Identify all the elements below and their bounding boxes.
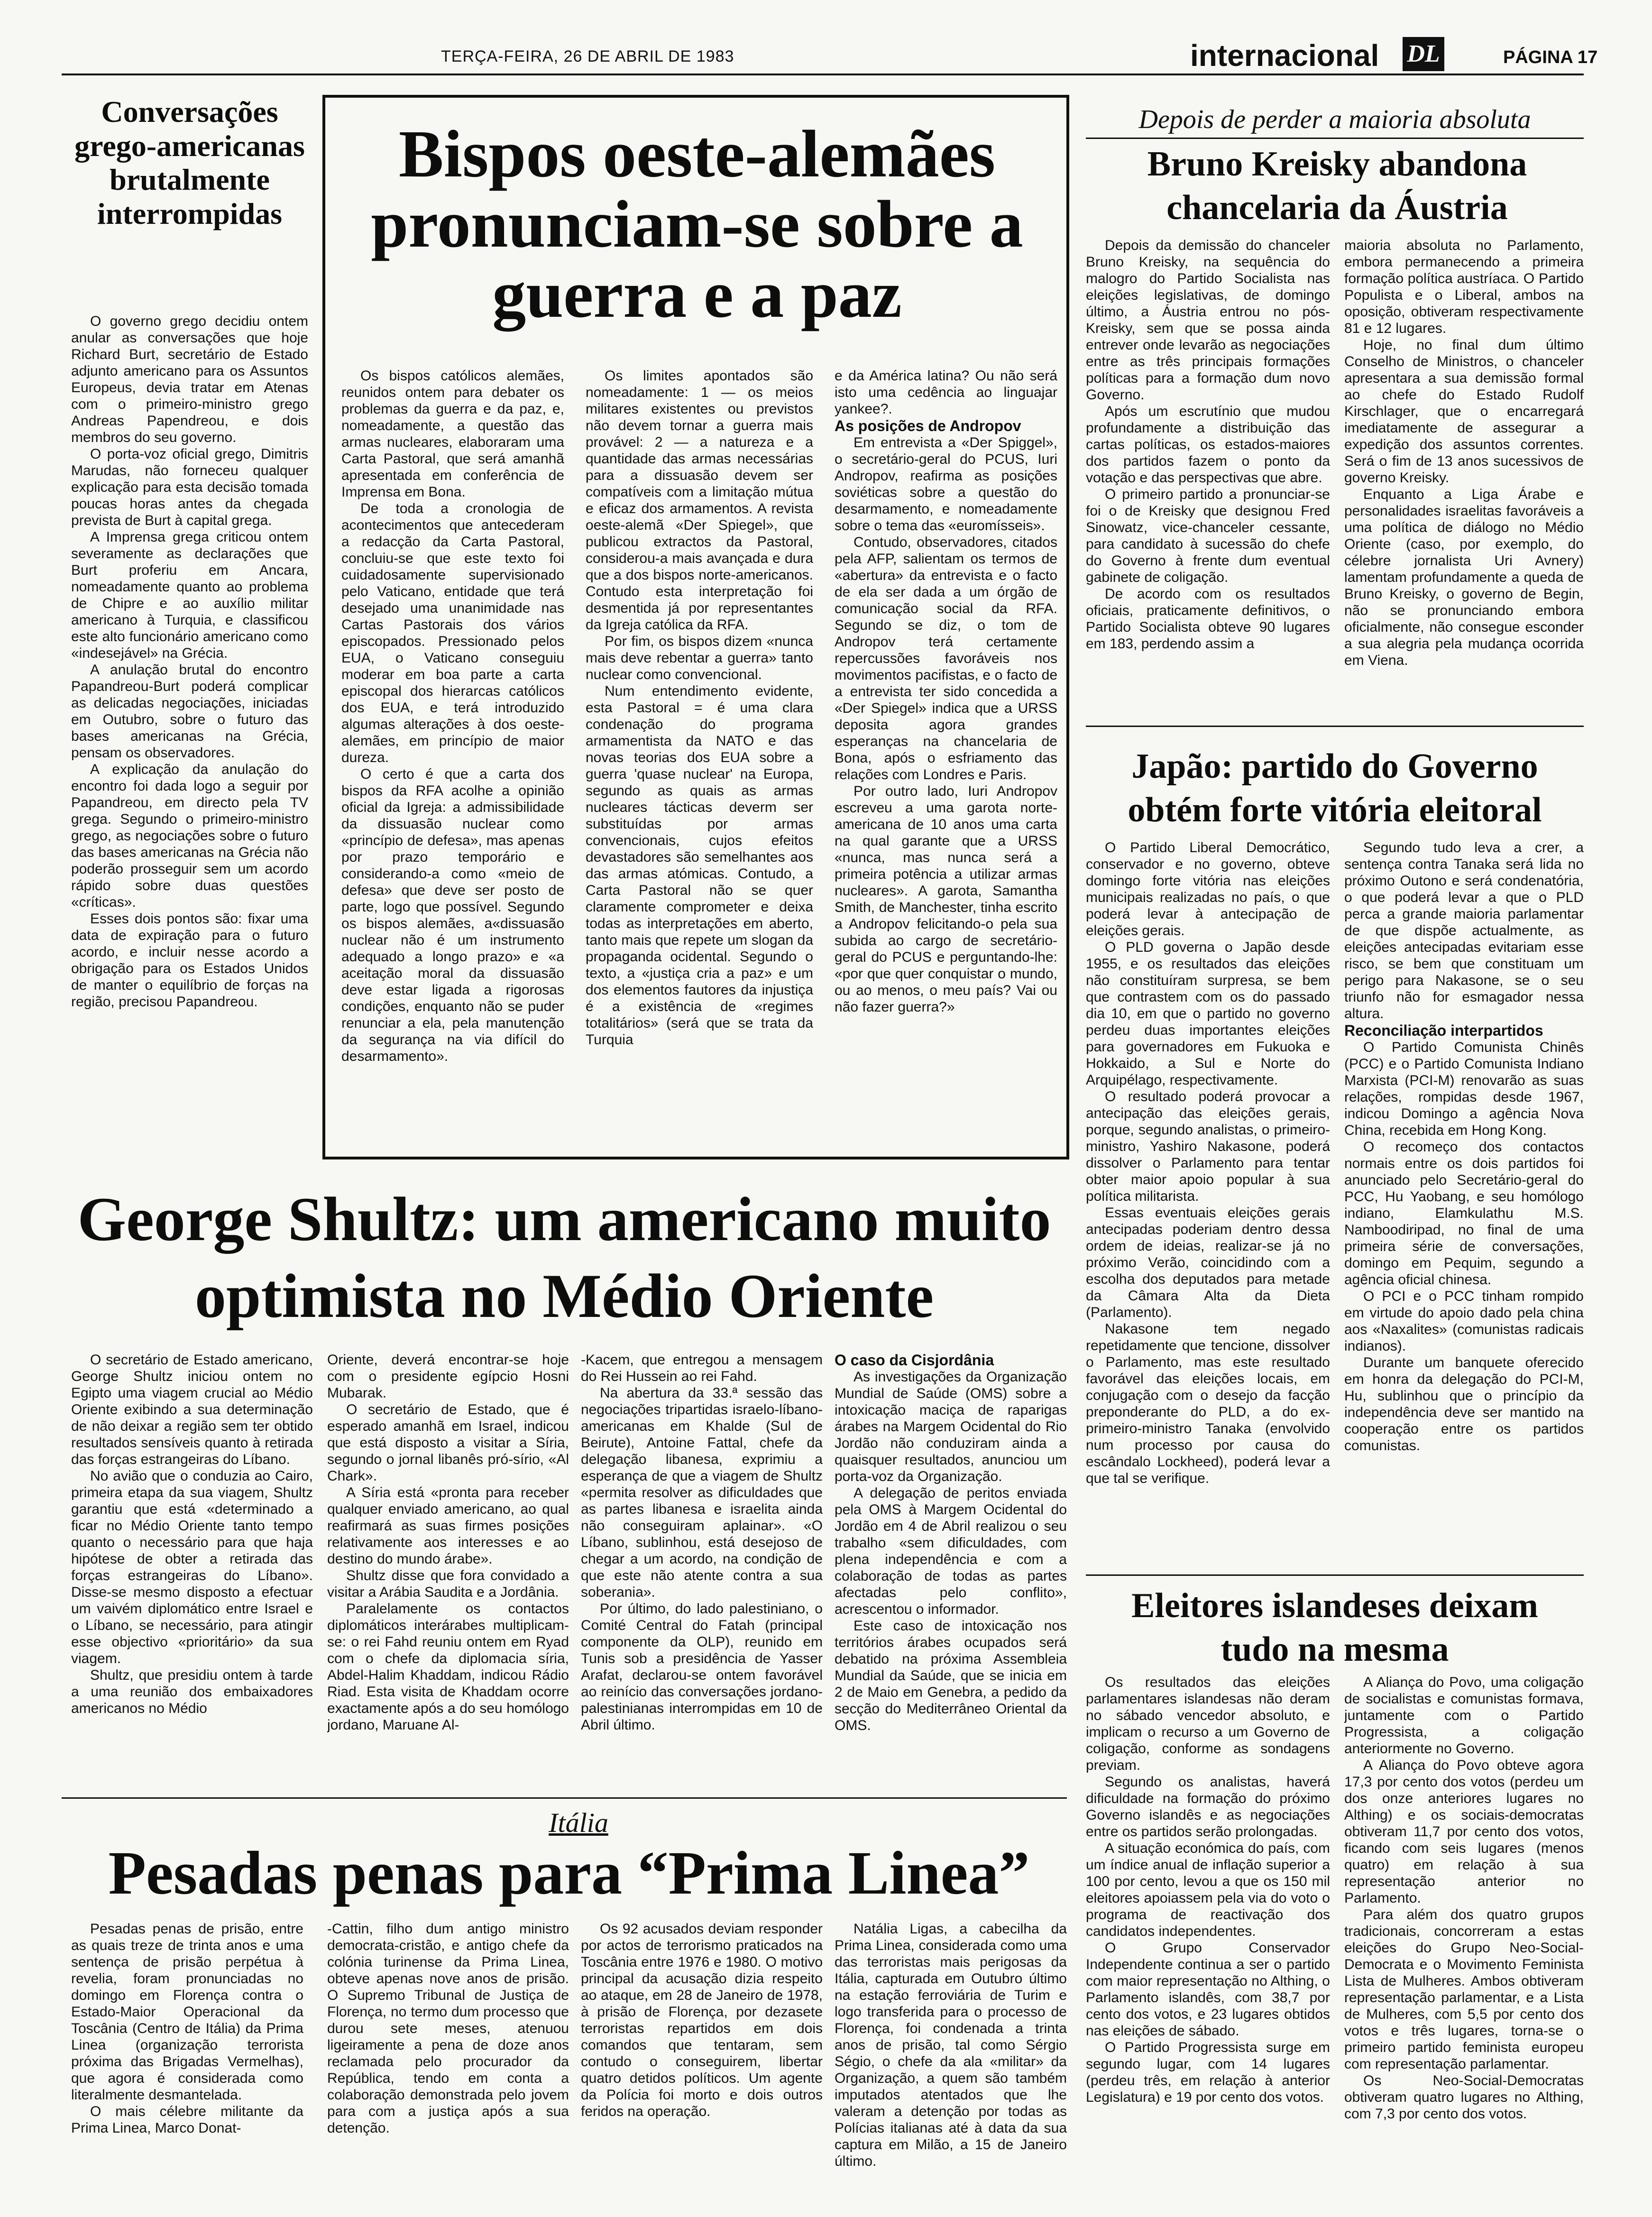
paragraph: Por outro lado, Iuri Andropov escreveu a uma garota norte-americana de 10 anos uma carta na qual garante que a URSS «nunca, mas nunca será a primeira potência a utilizar armas nucleares». A garota, Samantha Smith, de Manchester, tinha escrito a Andropov felicitando-o pela sua subida ao cargo de secretário-geral do PCUS e perguntando-lhe: «por que quer conquistar o mundo, ou ao menos, o meu país? Vai ou não fazer guerra?» [835,783,1057,1015]
paragraph: O mais célebre militante da Prima Linea, Marco Donat- [71,2104,303,2136]
paragraph: Esses dois pontos são: fixar uma data de expiração para o futuro acordo, e incluir nesse acordo a obrigação para os Estados Unidos de manter o equilíbrio de forças na região, precisou Papandreou. [71,911,308,1010]
paragraph: O Grupo Conservador Independente continua a ser o partido com maior representação no Althing, o Parlamento islandês, com 38,7 por cento dos votos, e 23 lugares obtidos nas eleições de sábado. [1086,1940,1330,2039]
paragraph: Os bispos católicos alemães, reunidos ontem para debater os problemas da guerra e da paz, e, nomeadamente, a questão das armas nucleares, elaboraram uma Carta Pastoral, que será amanhã apresentada em conferência de Imprensa em Bona. [341,368,564,500]
paragraph: A Imprensa grega criticou ontem severamente as declarações que Burt proferiu em Ancara, nomeadamente quanto ao problema de Chipre e ao auxílio militar americano à Turquia, e classificou este alto funcionário americano como «indesejável» na Grécia. [71,529,308,661]
paragraph: O certo é que a carta dos bispos da RFA acolhe a opinião oficial da Igreja: a admissibilidade da dissuasão nuclear como «princípio de defesa», mas apenas por prazo temporário e considerando-a como «meio de defesa» que deve ser posto de parte, logo que possível. Segundo os bispos alemães, a«dissuasão nuclear não é um instrumento adequado a longo prazo» e «a aceitação moral da dissuasão deve estar ligada a rigorosas condições, enquanto não se puder renunciar a ela, pela manutenção da segurança na via difícil do desarmamento». [341,766,564,1064]
bishops-col-3 [835,368,1057,1145]
subheading: As posições de Andropov [835,417,1021,434]
shultz-headline: George Shultz: um americano muito optimista no Médio Oriente [77,1184,1051,1331]
shultz-bottom-rule [62,1797,1067,1799]
paragraph: Oriente, deverá encontrar-se hoje com o presidente egípcio Hosni Mubarak. [327,1352,569,1401]
paragraph: As investigações da Organização Mundial de Saúde (OMS) sobre a intoxicação maciça de raparigas árabes na Margem Ocidental do Rio Jordão não conduziram ainda a quaisquer resultados, anunciou um porta-voz da Organização. [835,1369,1067,1484]
paragraph: A delegação de peritos enviada pela OMS à Margem Ocidental do Jordão em 4 de Abril realizou o seu trabalho «sem dificuldades, com plena independência e com a colaboração de todas as partes afectadas pelo conflito», acrescentou o informador. [835,1485,1067,1617]
iceland-headline: Eleitores islandeses deixam tudo na mesma [1131,1586,1538,1669]
greek-body [71,313,308,1176]
section-name: internacional [1190,38,1379,73]
paragraph: Pesadas penas de prisão, entre as quais treze de trinta anos e uma sentença de prisão perpétua à revelia, foram pronunciadas no domingo em Florença contra o Estado-Maior Operacional da Toscânia (Centro de Itália) da Prima Linea (organização terrorista próxima das Brigadas Vermelhas), que agora é considerada como literalmente desmantelada. [71,1921,303,2103]
japan-col-2 [1344,839,1584,1593]
bishops-headline: Bispos oeste-alemães pronunciam-se sobre a guerra e a paz [371,116,1023,331]
italy-kicker: Itália [549,1807,608,1838]
newspaper-logo-icon: DL [1403,37,1444,71]
paragraph: Os Neo-Social-Democratas obtiveram quatro lugares no Althing, com 7,3 por cento dos votos. [1344,2073,1584,2122]
paragraph: Na abertura da 33.ª sessão das negociações tripartidas israelo-líbano-americanas em Khalde (Sul de Beirute), Antoine Fattal, chefe da delegação libanesa, exprimiu a esperança de que a viagem de Shultz «permita resolver as dificuldades que as partes libanesa e israelita ainda não conseguiram aplainar». «O Líbano, sublinhou, está desejoso de chegar a um acordo, na condição de que este não atente contra a sua soberania». [581,1385,823,1600]
paragraph: Para além dos quatro grupos tradicionais, concorreram a estas eleições do Grupo Neo-Social-Democrata e o Movimento Feminista Lista de Mulheres. Ambos obtiveram representação parlamentar, e a Lista de Mulheres, com 5,5 por cento dos votos e três lugares, torna-se o primeiro partido feminista europeu com representação parlamentar. [1344,1907,1584,2072]
paragraph: Natália Ligas, a cabecilha da Prima Linea, considerada como uma das terroristas mais perigosas da Itália, capturada em Outubro último na estação ferroviária de Turim e logo transferida para o processo de Florença, foi condenada a trinta anos de prisão, tal como Sérgio Ségio, o chefe da ala «militar» da Organização, a quem são também imputados atentados que lhe valeram a detenção por todas as Polícias italianas até à data da sua captura em Milão, a 15 de Janeiro último. [835,1921,1067,2169]
paragraph: A anulação brutal do encontro Papandreou-Burt poderá complicar as delicadas negociações, iniciadas em Outubro, sobre o futuro das bases americanas na Grécia, pensam os observadores. [71,662,308,761]
japan-col-1 [1086,839,1330,1593]
paragraph: Shultz disse que fora convidado a visitar a Arábia Saudita e a Jordânia. [327,1568,569,1600]
bishops-col-1 [341,368,564,1145]
shultz-col-3 [581,1352,823,1778]
paragraph: e da América latina? Ou não será isto uma cedência ao linguajar yankee?. [835,368,1057,417]
italy-headline: Pesadas penas para “Prima Linea” [108,1839,1030,1907]
italy-col-4 [835,1921,1067,2205]
paragraph: Essas eventuais eleições gerais antecipadas poderiam dentro dessa ordem de ideias, realizar-se já no próximo Verão, coincidindo com a escolha dos deputados para metade da Câmara Alta da Dieta (Parlamento). [1086,1205,1330,1320]
greek-headline: Conversações grego-americanas brutalmente interrompidas [74,95,305,231]
paragraph: Enquanto a Liga Árabe e personalidades israelitas favoráveis a uma política de diálogo no Médio Oriente (caso, por exemplo, do célebre jornalista Uri Avnery) lamentam profundamente a queda de Bruno Kreisky, o governo de Begin, não se pronunciando embora oficialmente, não consegue esconder a sua alegria pela mudança ocorrida em Viena. [1344,487,1584,668]
paragraph: O porta-voz oficial grego, Dimitris Marudas, não forneceu qualquer explicação para esta decisão tomada poucas horas antes da chegada prevista de Burt à capital grega. [71,446,308,528]
paragraph: O governo grego decidiu ontem anular as conversações que hoje Richard Burt, secretário de Estado adjunto americano para os Assuntos Europeus, devia tratar em Atenas com o primeiro-ministro grego Andreas Papendreou, e dois membros do seu governo. [71,313,308,445]
paragraph: Por fim, os bispos dizem «nunca mais deve rebentar a guerra» tanto nuclear como convencional. [586,634,813,682]
paragraph: O secretário de Estado, que é esperado amanhã em Israel, indicou que está disposto a visitar a Síria, segundo o jornal libanês pró-sírio, «Al Chark». [327,1402,569,1484]
paragraph: Hoje, no final dum último Conselho de Ministros, o chanceler apresentara a sua demissão formal ao chefe do Estado Rudolf Kirschlager, que o encarregará imediatamente de assegurar a expedição dos assuntos correntes. Será o fim de 13 anos sucessivos de governo Kreisky. [1344,337,1584,486]
iceland-col-2 [1344,1674,1584,2200]
italy-col-2 [327,1921,569,2205]
paragraph: Segundo tudo leva a crer, a sentença contra Tanaka será lida no próximo Outono e será condenatória, o que poderá levar a que o PLD perca a grande maioria parlamentar de que dispõe actualmente, as eleições antecipadas evitariam esse risco, se bem que constituam um perigo para Nakasone, se o seu triunfo não for esmagador nessa altura. [1344,840,1584,1021]
paragraph: Os limites apontados são nomeadamente: 1 — os meios militares existentes ou previstos não devem tornar a guerra mais provável: 2 — a natureza e a quantidade das armas necessárias para a dissuasão devem ser compatíveis com a limitação mútua e eficaz dos armamentos. A revista oeste-alemã «Der Spiegel», que publicou extractos da Pastoral, considerou-a mais avançada e dura que a dos bispos norte-americanos. Contudo esta interpretação foi desmentida já por representantes da Igreja católica da RFA. [586,368,813,633]
paragraph: De acordo com os resultados oficiais, praticamente definitivos, o Partido Socialista obteve 90 lugares em 183, perdendo assim a [1086,586,1330,652]
paragraph: O PLD governa o Japão desde 1955, e os resultados das eleições não constituíram surpresa, se bem que contrastem com os do passado dia 10, em que o partido no governo perdeu duas importantes eleições para governadores em Fukuoka e Hokkaido, a Sul e Norte do Arquipélago, respectivamente. [1086,939,1330,1088]
paragraph: O Partido Liberal Democrático, conservador e no governo, obteve domingo forte vitória nas eleições municipais realizadas no país, o que poderá levar à antecipação de eleições gerais. [1086,840,1330,938]
paragraph: O PCI e o PCC tinham rompido em virtude do apoio dado pela china aos «Naxalites» (comunistas radicais indianos). [1344,1288,1584,1354]
paragraph: O resultado poderá provocar a antecipação das eleições gerais, porque, segundo analistas, o primeiro-ministro, Yashiro Nakasone, poderá dissolver o Parlamento para tentar obter maior apoio popular à sua política militarista. [1086,1089,1330,1204]
paragraph: O primeiro partido a pronunciar-se foi o de Kreisky que designou Fred Sinowatz, vice-chanceler cessante, para candidato à sucessão do chefe do Governo à frente dum eventual gabinete de coligação. [1086,487,1330,585]
japan-bottom-rule [1086,1574,1584,1576]
shultz-col-4 [835,1352,1067,1778]
paragraph: Num entendimento evidente, esta Pastoral = é uma clara condenação do programa armamentista da NATO e das novas teorias dos EUA sobre a guerra 'quase nuclear' na Europa, segundo as quais as armas nucleares tácticas deverm ser substituídas por armas convencionais, cujos efeitos devastadores são semelhantes aos das armas atómicas. Contudo, a Carta Pastoral não se quer claramente comprometer e deixa todas as interpretações em aberto, tanto mais que repete um slogan da propaganda ocidental. Segundo o texto, a «justiça cria a paz» e um dos elementos fautores da injustiça é a existência de «regimes totalitários» (será que se trata da Turquia [586,683,813,1048]
paragraph: No avião que o conduzia ao Cairo, primeira etapa da sua viagem, Shultz garantiu que está «determinado a ficar no Médio Oriente tanto tempo quanto o necessário para que haja hipótese de obter a retirada das forças estrangeiras do Líbano». Disse-se mesmo disposto a efectuar um vaivém diplomático entre Israel e o Líbano, se necessário, para atingir esse objectivo «prioritário» da sua viagem. [71,1468,313,1666]
japan-headline: Japão: partido do Governo obtém forte vitória eleitoral [1128,747,1542,829]
paragraph: A Aliança do Povo, uma coligação de socialistas e comunistas formava, juntamente com o Partido Progressista, a coligação anteriormente no Governo. [1344,1674,1584,1757]
header-date: TERÇA-FEIRA, 26 DE ABRIL DE 1983 [441,47,734,65]
iceland-col-1 [1086,1674,1330,2200]
kreisky-headline: Bruno Kreisky abandona chancelaria da Áustria [1147,145,1527,227]
paragraph: Após um escrutínio que mudou profundamente a distribuição das cartas políticas, os estados-maiores dos partidos fazem o ponto da votação e das perspectivas que abre. [1086,404,1330,486]
shultz-col-1 [71,1352,313,1778]
paragraph: A Síria está «pronta para receber qualquer enviado americano, ao qual reafirmará as suas firmes posições relativamente aos interesses e ao destino do mundo árabe». [327,1485,569,1567]
paragraph: O Partido Comunista Chinês (PCC) e o Partido Comunista Indiano Marxista (PCI-M) renovarão as suas relações, rompidas desde 1967, indicou Domingo a agência Nova China, recebida em Hong Kong. [1344,1040,1584,1138]
paragraph: Os 92 acusados deviam responder por actos de terrorismo praticados na Toscânia entre 1976 e 1980. O motivo principal da acusação dizia respeito ao ataque, em 28 de Janeiro de 1978, à prisão de Florença, por dezasete terroristas repartidos em dois comandos que tentaram, sem contudo o conseguirem, libertar quatro detidos políticos. Um agente da Polícia foi morto e dois outros feridos na operação. [581,1921,823,2119]
kreisky-bottom-rule [1086,726,1584,727]
paragraph: A explicação da anulação do encontro foi dada logo a seguir por Papandreou, em directo pela TV grega. Segundo o primeiro-ministro grego, as negociações sobre o futuro das bases americanas na Grécia não poderão prosseguir sem um acordo rápido sobre duas questões «críticas». [71,762,308,910]
paragraph: Depois da demissão do chanceler Bruno Kreisky, na sequência do malogro do Partido Socialista nas eleições legislativas, de domingo último, a Áustria entrou no pós-Kreisky, sem que se possa ainda entrever onde levarão as negociações entre as três principais formações políticas para a formação dum novo Governo. [1086,238,1330,403]
paragraph: Em entrevista a «Der Spiggel», o secretário-geral do PCUS, Iuri Andropov, reafirma as posições soviéticas sobre a questão do desarmamento, e nomeadamente sobre o tema das «euromísseis». [835,435,1057,534]
shultz-col-2 [327,1352,569,1778]
subheading: Reconciliação interpartidos [1344,1022,1543,1039]
subheading: O caso da Cisjordânia [835,1352,994,1369]
page-number: PÁGINA 17 [1503,47,1598,67]
paragraph: Por último, do lado palestiniano, o Comité Central do Fatah (principal componente da OLP), reunido em Tunis sob a presidência de Yasser Arafat, declarou-se ontem favorável ao reinício das conversações jordano-palestinianas interrompidas em 10 de Abril último. [581,1601,823,1733]
paragraph: Paralelamente os contactos diplomáticos interárabes multiplicam-se: o rei Fahd reuniu ontem em Ryad com o chefe da diplomacia síria, Abdel-Halim Khaddam, indicou Rádio Riad. Esta visita de Khaddam ocorre exactamente após a do seu homólogo jordano, Maruane Al- [327,1601,569,1733]
paragraph: Contudo, observadores, citados pela AFP, salientam os termos de «abertura» da entrevista e o facto de ela ser dada a um órgão de comunicação social da RFA. Segundo se diz, o tom de Andropov terá certamente repercussões favoráveis nos movimentos pacifistas, e o facto de a entrevista ter sido concedida a «Der Spiegel» indica que a URSS deposita agora grandes esperanças na chancelaria de Bona, após o esfriamento das relações com Londres e Paris. [835,534,1057,782]
masthead-rule [62,74,1584,75]
paragraph: A situação económica do país, com um índice anual de inflação superior a 100 por cento, levou a que os 150 mil eleitores apoiassem pela via do voto o programa de reactivação dos candidatos independentes. [1086,1840,1330,1939]
kreisky-col-1 [1086,237,1330,716]
bishops-col-2 [586,368,813,1145]
paragraph: A Aliança do Povo obteve agora 17,3 por cento dos votos (perdeu um dos onze anteriores lugares no Althing) e os sociais-democratas obtiveram 11,7 por cento dos votos, ficando com seis lugares (menos quatro) em relação à sua representação anterior no Parlamento. [1344,1757,1584,1906]
italy-col-1 [71,1921,303,2205]
paragraph: Durante um banquete oferecido em honra da delegação do PCI-M, Hu, sublinhou que o princípio da independência deve ser mantido na cooperação entre os partidos comunistas. [1344,1355,1584,1453]
kreisky-col-2 [1344,237,1584,716]
paragraph: maioria absoluta no Parlamento, embora permanecendo a primeira formação política austríaca. O Partido Populista e o Liberal, ambos na oposição, obtiveram respectivamente 81 e 12 lugares. [1344,238,1584,336]
paragraph: O recomeço dos contactos normais entre os dois partidos foi anunciado pelo Secretário-geral do PCC, Hu Yaobang, e seu homólogo indiano, Elamkulathu M.S. Namboodiripad, no final de uma primeira série de conversações, domingo em Pequim, segundo a agência oficial chinesa. [1344,1139,1584,1288]
kreisky-kicker: Depois de perder a maioria absoluta [1086,104,1584,139]
paragraph: Segundo os analistas, haverá dificuldade na formação do próximo Governo islandês e as negociações entre os partidos serão prolongadas. [1086,1774,1330,1840]
italy-col-3 [581,1921,823,2205]
paragraph: O secretário de Estado americano, George Shultz iniciou ontem no Egipto uma viagem crucial ao Médio Oriente exibindo a sua determinação de não deixar a região sem ter obtido resultados sensíveis quanto à retirada das forças estrangeiras do Líbano. [71,1352,313,1467]
paragraph: De toda a cronologia de acontecimentos que antecederam a redacção da Carta Pastoral, concluiu-se que este texto foi cuidadosamente supervisionado pelo Vaticano, entidade que terá desejado uma unanimidade nas Cartas Pastorais dos vários episcopados. Pressionado pelos EUA, o Vaticano conseguiu moderar em boa parte a carta episcopal dos hierarcas católicos dos EUA, e terá introduzido algumas alterações à dos oeste-alemães, em princípio de maior dureza. [341,501,564,765]
paragraph: Os resultados das eleições parlamentares islandesas não deram no sábado vencedor absoluto, e implicam o recurso a um Governo de coligação, conforme as sondagens previam. [1086,1674,1330,1773]
paragraph: O Partido Progressista surge em segundo lugar, com 14 lugares (perdeu três, em relação à anterior Legislatura) e 19 por cento dos votos. [1086,2040,1330,2105]
paragraph: -Kacem, que entregou a mensagem do Rei Hussein ao rei Fahd. [581,1352,823,1384]
paragraph: -Cattin, filho dum antigo ministro democrata-cristão, e antigo chefe da colónia turinense da Prima Linea, obteve apenas nove anos de prisão. O Supremo Tribunal de Justiça de Florença, no termo dum processo que durou sete meses, atenuou ligeiramente a pena de doze anos reclamada pelo procurador da República, tendo em conta a colaboração demonstrada pelo jovem para com a justiça após a sua detenção. [327,1921,569,2136]
paragraph: Este caso de intoxicação nos territórios árabes ocupados será debatido na próxima Assembleia Mundial da Saúde, que se inicia em 2 de Maio em Genebra, a pedido da secção do Mediterrâneo Oriental da OMS. [835,1618,1067,1733]
paragraph: Nakasone tem negado repetidamente que tencione, dissolver o Parlamento, mas este resultado favorável das eleições locais, em conjugação com o desejo da facção preponderante do PLD, a do ex-primeiro-ministro Tanaka (envolvido num processo por causa do escândalo Lockheed), poderá levar a que tal se verifique. [1086,1321,1330,1486]
paragraph: Shultz, que presidiu ontem à tarde a uma reunião dos embaixadores americanos no Médio [71,1667,313,1716]
